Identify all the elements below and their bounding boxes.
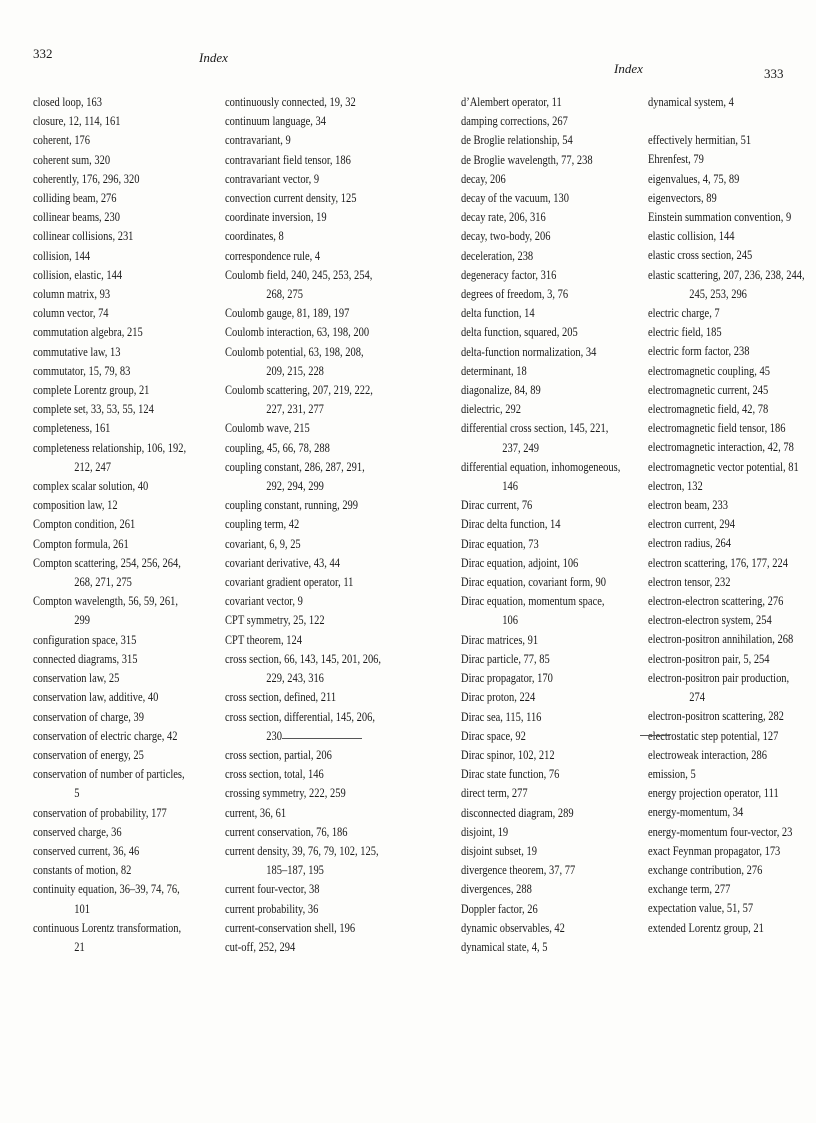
index-entry: decay, 206 [461,171,506,186]
index-entry-continuation: 185–187, 195 [266,863,324,878]
index-entry: cross section, defined, 211 [225,690,337,705]
index-entry: eigenvectors, 89 [648,190,717,205]
index-entry: electromagnetic vector potential, 81 [648,459,799,474]
index-entry: current-conservation shell, 196 [225,920,356,935]
index-entry-continuation: 230 [266,728,283,743]
index-entry: current, 36, 61 [225,805,287,820]
index-entry: CPT symmetry, 25, 122 [225,613,325,628]
index-entry: electron scattering, 176, 177, 224 [648,555,789,570]
index-entry: colliding beam, 276 [33,191,117,206]
index-entry: exchange term, 277 [648,882,731,897]
index-entry: Einstein summation convention, 9 [648,210,792,225]
index-entry: expectation value, 51, 57 [648,901,754,916]
index-entry: dielectric, 292 [461,402,521,417]
index-entry: Coulomb scattering, 207, 219, 222, [225,383,373,398]
index-entry: differential cross section, 145, 221, [461,421,609,436]
index-entry: Dirac state function, 76 [461,767,560,782]
index-entry: electromagnetic field, 42, 78 [648,402,769,417]
index-entry: continuously connected, 19, 32 [225,95,356,109]
index-entry-continuation: 245, 253, 296 [689,286,747,301]
index-entry: eigenvalues, 4, 75, 89 [648,171,740,186]
index-entry: column vector, 74 [33,306,109,321]
index-entry: delta function, squared, 205 [461,325,578,340]
index-entry-continuation: 268, 271, 275 [74,575,132,590]
index-entry: degrees of freedom, 3, 76 [461,287,569,302]
index-entry: disconnected diagram, 289 [461,805,574,820]
index-entry: Dirac proton, 224 [461,690,536,705]
index-entry: electromagnetic interaction, 42, 78 [648,440,794,455]
index-entry: Coulomb gauge, 81, 189, 197 [225,306,350,321]
left-page-number: 332 [33,46,53,61]
index-entry: conservation of probability, 177 [33,805,167,820]
index-entry-continuation: 146 [502,479,519,494]
index-entry: conservation of number of particles, [33,767,185,782]
index-entry: extended Lorentz group, 21 [648,920,764,935]
index-entry: Dirac matrices, 91 [461,632,539,647]
index-entry: conserved current, 36, 46 [33,843,140,858]
index-entry: Dirac current, 76 [461,498,533,513]
index-entry: Doppler factor, 26 [461,901,538,916]
index-entry: dynamical state, 4, 5 [461,939,548,954]
index-entry: closed loop, 163 [33,95,103,109]
index-entry-continuation: 209, 215, 228 [266,363,324,378]
index-entry: correspondence rule, 4 [225,248,321,263]
index-entry: electromagnetic current, 245 [648,382,769,397]
index-entry: collinear beams, 230 [33,210,121,225]
index-entry: cross section, 66, 143, 145, 201, 206, [225,651,382,666]
index-entry-continuation: 21 [74,939,85,954]
index-entry: energy projection operator, 111 [648,786,779,801]
index-entry-continuation: 101 [74,901,91,916]
index-entry: Dirac delta function, 14 [461,517,561,532]
index-entry: collinear collisions, 231 [33,229,134,244]
index-entry: current four-vector, 38 [225,882,320,897]
index-entry: coordinates, 8 [225,229,284,244]
index-entry: electroweak interaction, 286 [648,747,768,762]
binding-line [640,735,670,736]
index-entry-continuation: 227, 231, 277 [266,402,324,417]
index-entry-continuation: 5 [74,786,80,801]
index-entry: complete Lorentz group, 21 [33,383,150,398]
index-entry: completeness relationship, 106, 192, [33,440,187,455]
index-entry: coupling term, 42 [225,517,300,532]
index-entry: dynamic observables, 42 [461,920,565,935]
index-entry: Coulomb potential, 63, 198, 208, [225,344,364,359]
index-entry: coherently, 176, 296, 320 [33,171,140,186]
index-entry: Coulomb wave, 215 [225,421,310,436]
index-entry: coherent, 176 [33,133,91,148]
index-entry: effectively hermitian, 51 [648,133,752,148]
index-entry: column matrix, 93 [33,287,111,302]
index-entry: elastic cross section, 245 [648,248,753,263]
index-entry: conservation law, 25 [33,671,120,686]
index-entry: decay rate, 206, 316 [461,210,546,225]
index-entry: Dirac propagator, 170 [461,671,553,686]
index-entry-continuation: 274 [689,690,706,705]
index-entry: Dirac equation, 73 [461,536,539,551]
right-page-number: 333 [764,66,784,81]
index-entry: Compton scattering, 254, 256, 264, [33,555,181,570]
index-entry: direct term, 277 [461,786,528,801]
index-entry: cut-off, 252, 294 [225,939,296,954]
binding-line [282,738,362,739]
index-entry: energy-momentum four-vector, 23 [648,824,793,839]
index-entry: Compton condition, 261 [33,517,136,532]
index-entry: covariant derivative, 43, 44 [225,555,340,570]
index-entry: exact Feynman propagator, 173 [648,843,781,858]
index-entry: collision, 144 [33,248,91,263]
index-entry: disjoint subset, 19 [461,843,538,858]
index-entry: energy-momentum, 34 [648,805,744,820]
index-entry: de Broglie wavelength, 77, 238 [461,152,593,167]
index-entry: conservation of electric charge, 42 [33,728,178,743]
index-entry: commutator, 15, 79, 83 [33,363,131,378]
index-entry: degeneracy factor, 316 [461,267,557,282]
index-column-1 [33,93,186,957]
index-entry: electromagnetic coupling, 45 [648,363,770,378]
index-entry: coupling, 45, 66, 78, 288 [225,440,330,455]
index-entry: covariant gradient operator, 11 [225,575,354,590]
index-entry: coupling constant, 286, 287, 291, [225,459,365,474]
index-entry: electron beam, 233 [648,498,729,513]
index-entry: electron radius, 264 [648,536,731,551]
index-entry-continuation: 292, 294, 299 [266,479,324,494]
index-entry: delta function, 14 [461,306,535,321]
index-entry: coordinate inversion, 19 [225,210,327,225]
index-entry: complete set, 33, 53, 55, 124 [33,402,154,417]
index-entry: complex scalar solution, 40 [33,479,149,494]
index-entry: electron tensor, 232 [648,574,731,589]
index-entry: contravariant, 9 [225,133,291,148]
index-entry: differential equation, inhomogeneous, [461,459,621,474]
index-entry: Coulomb field, 240, 245, 253, 254, [225,267,373,282]
index-entry: configuration space, 315 [33,632,137,647]
index-entry: electron-positron annihilation, 268 [648,632,794,647]
index-entry: conservation of charge, 39 [33,709,144,724]
index-entry: elastic collision, 144 [648,229,735,244]
index-entry: delta-function normalization, 34 [461,344,597,359]
index-entry: elastic scattering, 207, 236, 238, 244, [648,267,805,282]
index-entry: electric form factor, 238 [648,344,750,359]
index-entry: continuum language, 34 [225,114,327,129]
index-entry: covariant vector, 9 [225,594,303,609]
index-entry: electric field, 185 [648,325,722,340]
index-entry: de Broglie relationship, 54 [461,133,573,148]
index-entry: electron-electron scattering, 276 [648,594,784,609]
index-entry: Dirac space, 92 [461,728,526,743]
index-entry: cross section, partial, 206 [225,747,332,762]
index-column-4 [648,93,805,938]
index-entry: electron-positron pair, 5, 254 [648,651,770,666]
index-entry: convection current density, 125 [225,191,357,206]
index-entry: Dirac particle, 77, 85 [461,651,550,666]
index-entry: determinant, 18 [461,363,527,378]
index-entry: Dirac equation, covariant form, 90 [461,575,606,590]
index-entry-continuation: 212, 247 [74,459,111,474]
index-entry: electron-positron scattering, 282 [648,709,784,724]
index-entry: cross section, differential, 145, 206, [225,709,376,724]
index-entry: electromagnetic field tensor, 186 [648,421,786,436]
index-entry: emission, 5 [648,766,696,781]
index-entry: decay, two-body, 206 [461,229,551,244]
index-entry: commutation algebra, 215 [33,325,143,340]
index-entry: current density, 39, 76, 79, 102, 125, [225,843,379,858]
index-entry: coherent sum, 320 [33,152,111,167]
index-entry: d’Alembert operator, 11 [461,95,562,109]
index-entry: exchange contribution, 276 [648,862,763,877]
index-entry: cross section, total, 146 [225,767,324,782]
index-entry: connected diagrams, 315 [33,651,138,666]
index-entry-continuation: 268, 275 [266,287,303,302]
index-entry: commutative law, 13 [33,344,121,359]
index-entry: coupling constant, running, 299 [225,498,359,513]
index-column-2 [225,93,381,957]
index-entry: contravariant vector, 9 [225,171,320,186]
index-entry: electron current, 294 [648,517,736,532]
index-entry: divergence theorem, 37, 77 [461,863,576,878]
index-entry: damping corrections, 267 [461,114,568,129]
index-entry: electron-electron system, 254 [648,613,772,628]
index-entry: decay of the vacuum, 130 [461,191,569,206]
index-entry: crossing symmetry, 222, 259 [225,786,346,801]
index-entry: Dirac spinor, 102, 212 [461,747,555,762]
index-entry: CPT theorem, 124 [225,632,302,647]
right-running-title: Index [614,61,643,76]
index-entry: Dirac equation, momentum space, [461,594,605,609]
index-entry: completeness, 161 [33,421,111,436]
index-entry: current probability, 36 [225,901,319,916]
index-entry: contravariant field tensor, 186 [225,152,351,167]
index-entry: Compton formula, 261 [33,536,129,551]
index-entry: collision, elastic, 144 [33,267,123,282]
index-entry: constants of motion, 82 [33,863,132,878]
index-entry: Dirac sea, 115, 116 [461,709,542,724]
index-entry: electron-positron pair production, [648,670,790,685]
index-entry: conservation of energy, 25 [33,747,144,762]
index-entry-continuation: 229, 243, 316 [266,671,324,686]
index-entry: continuity equation, 36–39, 74, 76, [33,882,180,897]
index-entry: closure, 12, 114, 161 [33,114,121,129]
index-entry: disjoint, 19 [461,824,509,839]
index-entry: deceleration, 238 [461,248,534,263]
index-entry: electric charge, 7 [648,306,720,321]
index-entry: covariant, 6, 9, 25 [225,536,301,551]
index-entry-continuation: 237, 249 [502,440,539,455]
index-entry: conservation law, additive, 40 [33,690,159,705]
left-running-title: Index [199,50,228,65]
index-entry: electron, 132 [648,478,703,493]
index-entry: composition law, 12 [33,498,118,513]
index-entry-continuation: 106 [502,613,519,628]
index-entry: Coulomb interaction, 63, 198, 200 [225,325,370,340]
index-entry: current conservation, 76, 186 [225,824,348,839]
index-entry-continuation: 299 [74,613,91,628]
index-column-3 [461,93,620,957]
index-entry: Dirac equation, adjoint, 106 [461,555,579,570]
index-entry: continuous Lorentz transformation, [33,920,182,935]
index-entry: Compton wavelength, 56, 59, 261, [33,594,178,609]
index-entry: Ehrenfest, 79 [648,152,704,167]
index-entry: diagonalize, 84, 89 [461,383,541,398]
index-entry: dynamical system, 4 [648,95,734,109]
index-entry: conserved charge, 36 [33,824,122,839]
index-entry: electrostatic step potential, 127 [648,728,779,743]
index-entry: divergences, 288 [461,882,532,897]
